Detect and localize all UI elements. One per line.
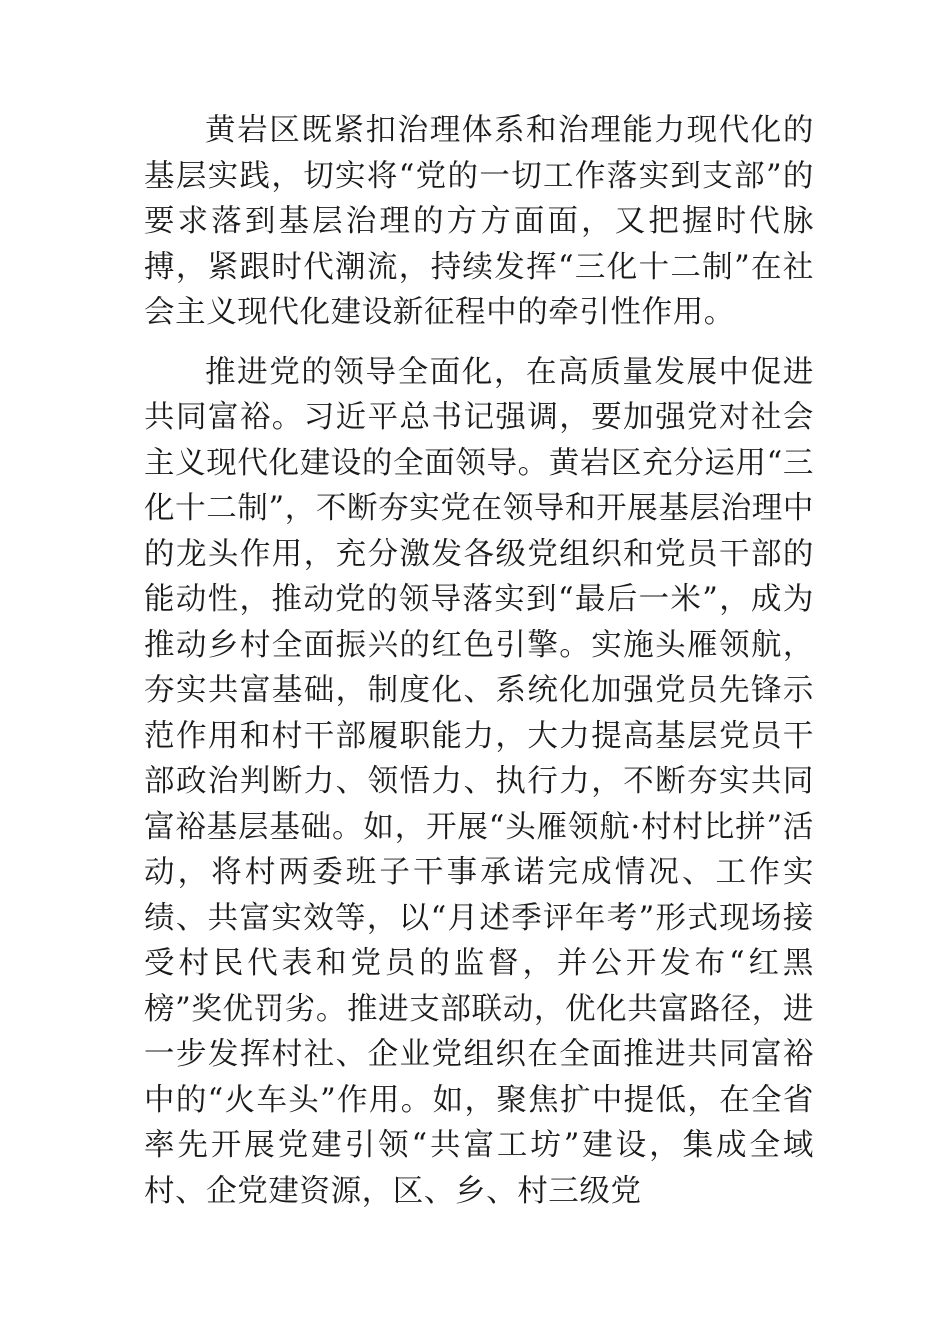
paragraph-2: 推进党的领导全面化，在高质量发展中促进共同富裕。习近平总书记强调，要加强党对社会主义现代化建设的全面领导。黄岩区充分运用“三化十二制”，不断夯实党在领导和开展基层治理中的龙头作用，充分激发各级党组织和党员干部的能动性，推动党的领导落实到“最后一米”，成为推动乡村全面振兴的红色引擎。实施头雁领航，夯实共富基础，制度化、系统化加强党员先锋示范作用和村干部履职能力，大力提高基层党员干部政治判断力、领悟力、执行力，不断夯实共同富裕基层基础。如，开展“头雁领航·村村比拼”活动，将村两委班子干事承诺完成情况、工作实绩、共富实效等，以“月述季评年考”形式现场接受村民代表和党员的监督，并公开发布“红黑榜”奖优罚劣。推进支部联动，优化共富路径，进一步发挥村社、企业党组织在全面推进共同富裕中的“火车头”作用。如，聚焦扩中提低，在全省率先开展党建引领“共富工坊”建设，集成全域村、企党建资源，区、乡、村三级党 [144,354,814,1209]
paragraph-1: 黄岩区既紧扣治理体系和治理能力现代化的基层实践，切实将“党的一切工作落实到支部”的要求落到基层治理的方方面面，又把握时代脉搏，紧跟时代潮流，持续发挥“三化十二制”在社会主义现代化建设新征程中的牵引性作用。 [144,113,814,330]
document-body [144,108,814,1214]
